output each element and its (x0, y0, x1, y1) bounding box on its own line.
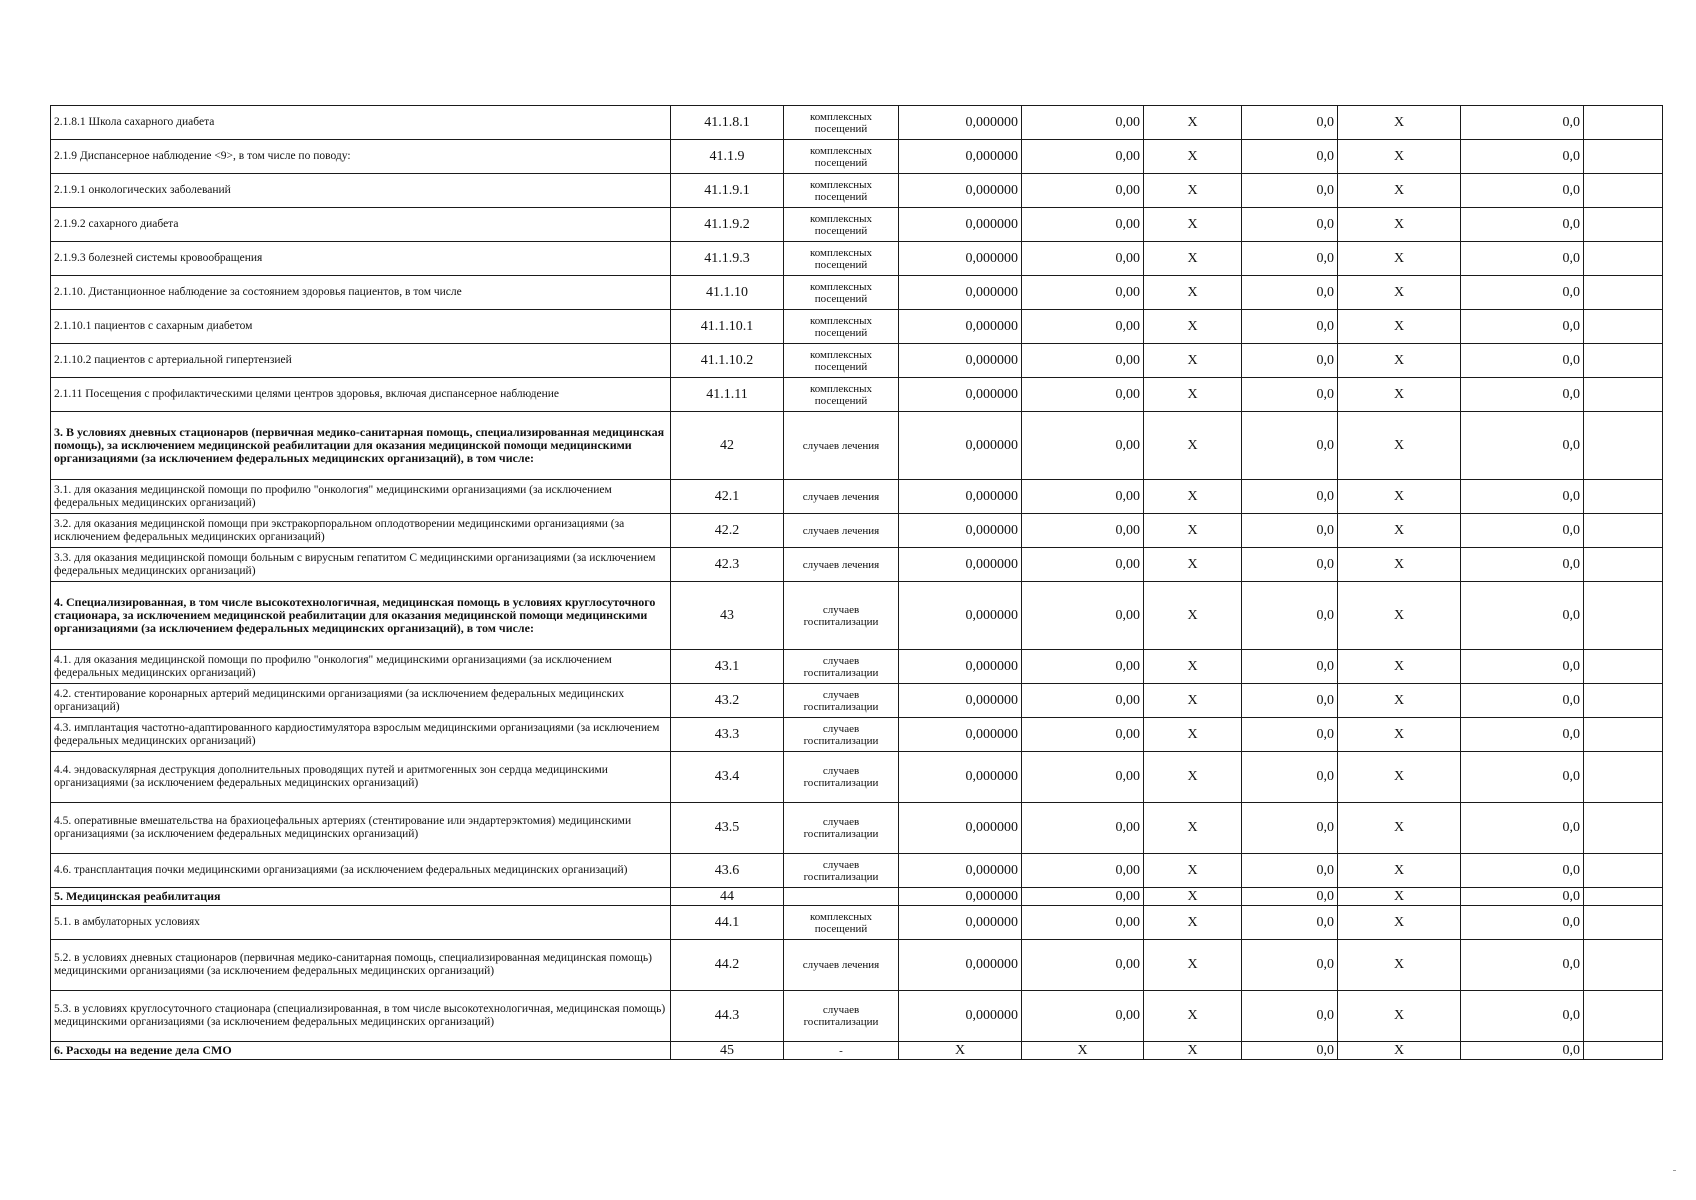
table-row (51, 276, 1663, 310)
row-unit: случаев лечения (784, 940, 899, 991)
row-x-2: X (1338, 650, 1461, 684)
row-value-2: X (1022, 1042, 1144, 1060)
row-value-1: 0,000000 (899, 854, 1022, 888)
row-value-3: 0,0 (1242, 718, 1338, 752)
row-code: 43.1 (671, 650, 784, 684)
row-value-2: 0,00 (1022, 582, 1144, 650)
row-code: 43 (671, 582, 784, 650)
row-value-4: 0,0 (1461, 940, 1584, 991)
row-x-2: X (1338, 174, 1461, 208)
row-value-4: 0,0 (1461, 752, 1584, 803)
row-value-4: 0,0 (1461, 650, 1584, 684)
row-value-3: 0,0 (1242, 514, 1338, 548)
row-name: 5.1. в амбулаторных условиях (51, 906, 671, 940)
row-x-2: X (1338, 140, 1461, 174)
row-value-1: 0,000000 (899, 548, 1022, 582)
row-value-1: 0,000000 (899, 412, 1022, 480)
row-value-4: 0,0 (1461, 854, 1584, 888)
row-name: 2.1.9.2 сахарного диабета (51, 208, 671, 242)
row-code: 42.3 (671, 548, 784, 582)
row-value-2: 0,00 (1022, 276, 1144, 310)
row-value-3: 0,0 (1242, 582, 1338, 650)
row-x-1: X (1144, 480, 1242, 514)
row-value-2: 0,00 (1022, 412, 1144, 480)
row-x-1: X (1144, 208, 1242, 242)
row-value-2: 0,00 (1022, 208, 1144, 242)
row-value-4: 0,0 (1461, 888, 1584, 906)
row-value-3: 0,0 (1242, 991, 1338, 1042)
row-value-4: 0,0 (1461, 718, 1584, 752)
table-row (51, 803, 1663, 854)
table-row (51, 344, 1663, 378)
row-empty-cell (1584, 140, 1663, 174)
row-code: 42.1 (671, 480, 784, 514)
row-value-3: 0,0 (1242, 344, 1338, 378)
row-unit: комплексных посещений (784, 208, 899, 242)
table-row (51, 582, 1663, 650)
row-x-2: X (1338, 684, 1461, 718)
row-code: 43.3 (671, 718, 784, 752)
row-x-1: X (1144, 378, 1242, 412)
row-value-4: 0,0 (1461, 208, 1584, 242)
row-name: 2.1.8.1 Школа сахарного диабета (51, 106, 671, 140)
row-value-3: 0,0 (1242, 378, 1338, 412)
table-row (51, 514, 1663, 548)
row-unit: комплексных посещений (784, 310, 899, 344)
row-name: 3.2. для оказания медицинской помощи при экстракорпоральном оплодотворении медицинскими организациями (за исключением федеральных медицинских организаций) (51, 514, 671, 548)
row-value-2: 0,00 (1022, 684, 1144, 718)
row-x-2: X (1338, 854, 1461, 888)
row-x-1: X (1144, 650, 1242, 684)
row-value-3: 0,0 (1242, 906, 1338, 940)
row-value-1: 0,000000 (899, 140, 1022, 174)
row-unit: комплексных посещений (784, 106, 899, 140)
table-row (51, 752, 1663, 803)
row-x-2: X (1338, 906, 1461, 940)
row-value-4: 0,0 (1461, 378, 1584, 412)
row-unit: случаев госпитализации (784, 991, 899, 1042)
row-value-4: 0,0 (1461, 276, 1584, 310)
row-value-2: 0,00 (1022, 310, 1144, 344)
row-value-3: 0,0 (1242, 208, 1338, 242)
table-row (51, 1042, 1663, 1060)
row-value-2: 0,00 (1022, 378, 1144, 412)
row-value-3: 0,0 (1242, 140, 1338, 174)
row-name: 4.6. трансплантация почки медицинскими организациями (за исключением федеральных медицинских организаций) (51, 854, 671, 888)
row-x-1: X (1144, 548, 1242, 582)
row-value-1: X (899, 1042, 1022, 1060)
row-value-1: 0,000000 (899, 718, 1022, 752)
row-empty-cell (1584, 412, 1663, 480)
row-x-2: X (1338, 310, 1461, 344)
table-row (51, 140, 1663, 174)
row-name: 4.2. стентирование коронарных артерий медицинскими организациями (за исключением федеральных медицинских организаций) (51, 684, 671, 718)
row-name: 3. В условиях дневных стационаров (первичная медико-санитарная помощь, специализированная медицинская помощь), за исключением медицинской реабилитации для оказания медицинской помощи медицинскими организациями (за исключением федеральных медицинских организаций), в том числе: (51, 412, 671, 480)
row-x-2: X (1338, 514, 1461, 548)
row-x-1: X (1144, 718, 1242, 752)
row-value-3: 0,0 (1242, 803, 1338, 854)
table-row (51, 174, 1663, 208)
row-x-1: X (1144, 991, 1242, 1042)
row-value-1: 0,000000 (899, 650, 1022, 684)
row-unit: комплексных посещений (784, 378, 899, 412)
row-value-4: 0,0 (1461, 310, 1584, 344)
row-x-2: X (1338, 991, 1461, 1042)
row-name: 2.1.9.3 болезней системы кровообращения (51, 242, 671, 276)
row-x-2: X (1338, 752, 1461, 803)
row-name: 5.3. в условиях круглосуточного стационара (специализированная, в том числе высокотехнологичная, медицинская помощь) медицинскими организациями (за исключением федеральных медицинских организаций) (51, 991, 671, 1042)
row-value-1: 0,000000 (899, 684, 1022, 718)
row-empty-cell (1584, 242, 1663, 276)
row-value-1: 0,000000 (899, 378, 1022, 412)
table-row (51, 208, 1663, 242)
row-x-1: X (1144, 582, 1242, 650)
row-name: 5.2. в условиях дневных стационаров (первичная медико-санитарная помощь, специализированная медицинская помощь) медицинскими организациями (за исключением федеральных медицинских организаций) (51, 940, 671, 991)
row-code: 44 (671, 888, 784, 906)
row-code: 41.1.11 (671, 378, 784, 412)
row-code: 44.1 (671, 906, 784, 940)
table-row (51, 480, 1663, 514)
row-value-3: 0,0 (1242, 684, 1338, 718)
row-code: 41.1.9.1 (671, 174, 784, 208)
row-x-1: X (1144, 803, 1242, 854)
row-x-2: X (1338, 1042, 1461, 1060)
row-value-4: 0,0 (1461, 684, 1584, 718)
row-value-3: 0,0 (1242, 548, 1338, 582)
row-value-1: 0,000000 (899, 752, 1022, 803)
row-value-3: 0,0 (1242, 650, 1338, 684)
row-code: 42.2 (671, 514, 784, 548)
row-x-1: X (1144, 242, 1242, 276)
table-row (51, 650, 1663, 684)
row-empty-cell (1584, 803, 1663, 854)
row-empty-cell (1584, 344, 1663, 378)
row-name: 4.4. эндоваскулярная деструкция дополнительных проводящих путей и аритмогенных зон сердца медицинскими организациями (за исключением федеральных медицинских организаций) (51, 752, 671, 803)
row-value-4: 0,0 (1461, 803, 1584, 854)
row-value-2: 0,00 (1022, 940, 1144, 991)
row-x-1: X (1144, 1042, 1242, 1060)
row-unit: случаев госпитализации (784, 684, 899, 718)
row-value-2: 0,00 (1022, 106, 1144, 140)
row-code: 45 (671, 1042, 784, 1060)
row-x-1: X (1144, 174, 1242, 208)
row-value-4: 0,0 (1461, 480, 1584, 514)
row-name: 3.3. для оказания медицинской помощи больным с вирусным гепатитом С медицинскими организациями (за исключением федеральных медицинских организаций) (51, 548, 671, 582)
row-x-2: X (1338, 208, 1461, 242)
row-code: 44.2 (671, 940, 784, 991)
row-empty-cell (1584, 752, 1663, 803)
row-code: 41.1.10 (671, 276, 784, 310)
row-value-1: 0,000000 (899, 940, 1022, 991)
row-name: 4.5. оперативные вмешательства на брахиоцефальных артериях (стентирование или эндартерэктомия) медицинскими организациями (за исключением федеральных медицинских организаций) (51, 803, 671, 854)
row-unit: случаев госпитализации (784, 752, 899, 803)
row-value-2: 0,00 (1022, 650, 1144, 684)
table-row (51, 854, 1663, 888)
row-value-2: 0,00 (1022, 803, 1144, 854)
row-unit: комплексных посещений (784, 344, 899, 378)
table-row (51, 412, 1663, 480)
row-value-4: 0,0 (1461, 906, 1584, 940)
row-value-3: 0,0 (1242, 752, 1338, 803)
row-x-2: X (1338, 940, 1461, 991)
row-empty-cell (1584, 906, 1663, 940)
row-value-4: 0,0 (1461, 514, 1584, 548)
row-name: 2.1.10.1 пациентов с сахарным диабетом (51, 310, 671, 344)
row-x-1: X (1144, 940, 1242, 991)
row-x-1: X (1144, 344, 1242, 378)
row-empty-cell (1584, 940, 1663, 991)
row-unit: случаев лечения (784, 548, 899, 582)
row-empty-cell (1584, 1042, 1663, 1060)
row-value-2: 0,00 (1022, 752, 1144, 803)
row-value-1: 0,000000 (899, 906, 1022, 940)
row-value-1: 0,000000 (899, 174, 1022, 208)
row-value-2: 0,00 (1022, 514, 1144, 548)
row-name: 4.1. для оказания медицинской помощи по профилю "онкология" медицинскими организациями (за исключением федеральных медицинских организаций) (51, 650, 671, 684)
row-empty-cell (1584, 276, 1663, 310)
row-name: 2.1.11 Посещения с профилактическими целями центров здоровья, включая диспансерное наблюдение (51, 378, 671, 412)
row-value-4: 0,0 (1461, 991, 1584, 1042)
row-x-2: X (1338, 718, 1461, 752)
row-unit: случаев госпитализации (784, 650, 899, 684)
row-empty-cell (1584, 208, 1663, 242)
row-x-1: X (1144, 276, 1242, 310)
row-value-1: 0,000000 (899, 242, 1022, 276)
row-x-2: X (1338, 378, 1461, 412)
table-row (51, 906, 1663, 940)
row-name: 2.1.10.2 пациентов с артериальной гипертензией (51, 344, 671, 378)
row-value-4: 0,0 (1461, 106, 1584, 140)
row-x-2: X (1338, 480, 1461, 514)
row-code: 42 (671, 412, 784, 480)
row-unit: комплексных посещений (784, 906, 899, 940)
row-value-1: 0,000000 (899, 208, 1022, 242)
row-x-1: X (1144, 514, 1242, 548)
row-name: 2.1.10. Дистанционное наблюдение за состоянием здоровья пациентов, в том числе (51, 276, 671, 310)
row-empty-cell (1584, 888, 1663, 906)
row-value-2: 0,00 (1022, 548, 1144, 582)
row-value-2: 0,00 (1022, 140, 1144, 174)
row-empty-cell (1584, 480, 1663, 514)
table-row (51, 548, 1663, 582)
row-code: 43.5 (671, 803, 784, 854)
row-value-2: 0,00 (1022, 991, 1144, 1042)
row-unit: комплексных посещений (784, 174, 899, 208)
row-code: 43.2 (671, 684, 784, 718)
row-value-1: 0,000000 (899, 514, 1022, 548)
row-code: 44.3 (671, 991, 784, 1042)
row-x-1: X (1144, 106, 1242, 140)
row-name: 4. Специализированная, в том числе высокотехнологичная, медицинская помощь в условиях круглосуточного стационара, за исключением медицинской реабилитации для оказания медицинской помощи медицинскими организациями (за исключением федеральных медицинских организаций), в том числе: (51, 582, 671, 650)
row-unit: случаев госпитализации (784, 803, 899, 854)
table-row (51, 718, 1663, 752)
row-unit: - (784, 1042, 899, 1060)
row-x-2: X (1338, 106, 1461, 140)
row-name: 2.1.9 Диспансерное наблюдение <9>, в том числе по поводу: (51, 140, 671, 174)
table-row (51, 991, 1663, 1042)
row-value-3: 0,0 (1242, 310, 1338, 344)
row-value-2: 0,00 (1022, 718, 1144, 752)
row-name: 2.1.9.1 онкологических заболеваний (51, 174, 671, 208)
row-value-1: 0,000000 (899, 582, 1022, 650)
row-value-2: 0,00 (1022, 242, 1144, 276)
row-x-1: X (1144, 888, 1242, 906)
row-x-2: X (1338, 548, 1461, 582)
row-value-3: 0,0 (1242, 242, 1338, 276)
row-x-2: X (1338, 276, 1461, 310)
table-row (51, 378, 1663, 412)
row-empty-cell (1584, 310, 1663, 344)
row-value-3: 0,0 (1242, 412, 1338, 480)
row-x-1: X (1144, 310, 1242, 344)
row-x-2: X (1338, 242, 1461, 276)
row-value-1: 0,000000 (899, 803, 1022, 854)
row-empty-cell (1584, 854, 1663, 888)
row-code: 41.1.10.2 (671, 344, 784, 378)
row-empty-cell (1584, 684, 1663, 718)
row-code: 41.1.9.2 (671, 208, 784, 242)
row-value-3: 0,0 (1242, 276, 1338, 310)
row-unit: случаев госпитализации (784, 582, 899, 650)
row-value-4: 0,0 (1461, 582, 1584, 650)
row-value-2: 0,00 (1022, 888, 1144, 906)
row-empty-cell (1584, 106, 1663, 140)
row-empty-cell (1584, 174, 1663, 208)
report-table (50, 105, 1663, 1060)
row-value-1: 0,000000 (899, 888, 1022, 906)
row-value-1: 0,000000 (899, 991, 1022, 1042)
row-unit: комплексных посещений (784, 242, 899, 276)
row-x-2: X (1338, 888, 1461, 906)
table-row (51, 242, 1663, 276)
row-value-2: 0,00 (1022, 344, 1144, 378)
row-code: 41.1.9.3 (671, 242, 784, 276)
table-row (51, 106, 1663, 140)
row-value-3: 0,0 (1242, 106, 1338, 140)
row-name: 5. Медицинская реабилитация (51, 888, 671, 906)
row-value-1: 0,000000 (899, 276, 1022, 310)
row-value-4: 0,0 (1461, 140, 1584, 174)
row-empty-cell (1584, 514, 1663, 548)
row-code: 41.1.8.1 (671, 106, 784, 140)
row-unit: случаев госпитализации (784, 718, 899, 752)
row-unit: случаев лечения (784, 514, 899, 548)
row-value-3: 0,0 (1242, 1042, 1338, 1060)
row-unit (784, 888, 899, 906)
row-value-1: 0,000000 (899, 106, 1022, 140)
row-x-1: X (1144, 906, 1242, 940)
row-value-4: 0,0 (1461, 412, 1584, 480)
row-value-2: 0,00 (1022, 854, 1144, 888)
row-empty-cell (1584, 582, 1663, 650)
row-name: 3.1. для оказания медицинской помощи по профилю "онкология" медицинскими организациями (за исключением федеральных медицинских организаций) (51, 480, 671, 514)
row-name: 6. Расходы на ведение дела СМО (51, 1042, 671, 1060)
row-name: 4.3. имплантация частотно-адаптированного кардиостимулятора взрослым медицинскими организациями (за исключением федеральных медицинских организаций) (51, 718, 671, 752)
row-value-2: 0,00 (1022, 174, 1144, 208)
table-row (51, 940, 1663, 991)
row-code: 43.4 (671, 752, 784, 803)
row-empty-cell (1584, 718, 1663, 752)
row-unit: случаев лечения (784, 480, 899, 514)
row-value-3: 0,0 (1242, 854, 1338, 888)
table-row (51, 888, 1663, 906)
row-empty-cell (1584, 991, 1663, 1042)
row-value-2: 0,00 (1022, 906, 1144, 940)
row-value-3: 0,0 (1242, 174, 1338, 208)
table-row (51, 310, 1663, 344)
row-value-1: 0,000000 (899, 310, 1022, 344)
row-x-1: X (1144, 752, 1242, 803)
row-value-3: 0,0 (1242, 940, 1338, 991)
row-value-4: 0,0 (1461, 548, 1584, 582)
row-value-2: 0,00 (1022, 480, 1144, 514)
row-x-2: X (1338, 803, 1461, 854)
row-value-4: 0,0 (1461, 242, 1584, 276)
row-empty-cell (1584, 378, 1663, 412)
row-unit: комплексных посещений (784, 276, 899, 310)
row-value-4: 0,0 (1461, 174, 1584, 208)
report-sheet (50, 105, 1662, 1060)
row-value-4: 0,0 (1461, 1042, 1584, 1060)
row-value-4: 0,0 (1461, 344, 1584, 378)
row-empty-cell (1584, 650, 1663, 684)
row-code: 41.1.9 (671, 140, 784, 174)
row-x-1: X (1144, 140, 1242, 174)
row-x-1: X (1144, 412, 1242, 480)
scan-mark (1673, 1170, 1676, 1171)
row-unit: случаев госпитализации (784, 854, 899, 888)
row-empty-cell (1584, 548, 1663, 582)
row-x-2: X (1338, 344, 1461, 378)
row-value-1: 0,000000 (899, 344, 1022, 378)
row-x-2: X (1338, 412, 1461, 480)
row-value-3: 0,0 (1242, 888, 1338, 906)
row-x-1: X (1144, 854, 1242, 888)
table-row (51, 684, 1663, 718)
row-value-3: 0,0 (1242, 480, 1338, 514)
row-unit: комплексных посещений (784, 140, 899, 174)
row-unit: случаев лечения (784, 412, 899, 480)
row-x-2: X (1338, 582, 1461, 650)
row-code: 43.6 (671, 854, 784, 888)
row-value-1: 0,000000 (899, 480, 1022, 514)
row-code: 41.1.10.1 (671, 310, 784, 344)
row-x-1: X (1144, 684, 1242, 718)
